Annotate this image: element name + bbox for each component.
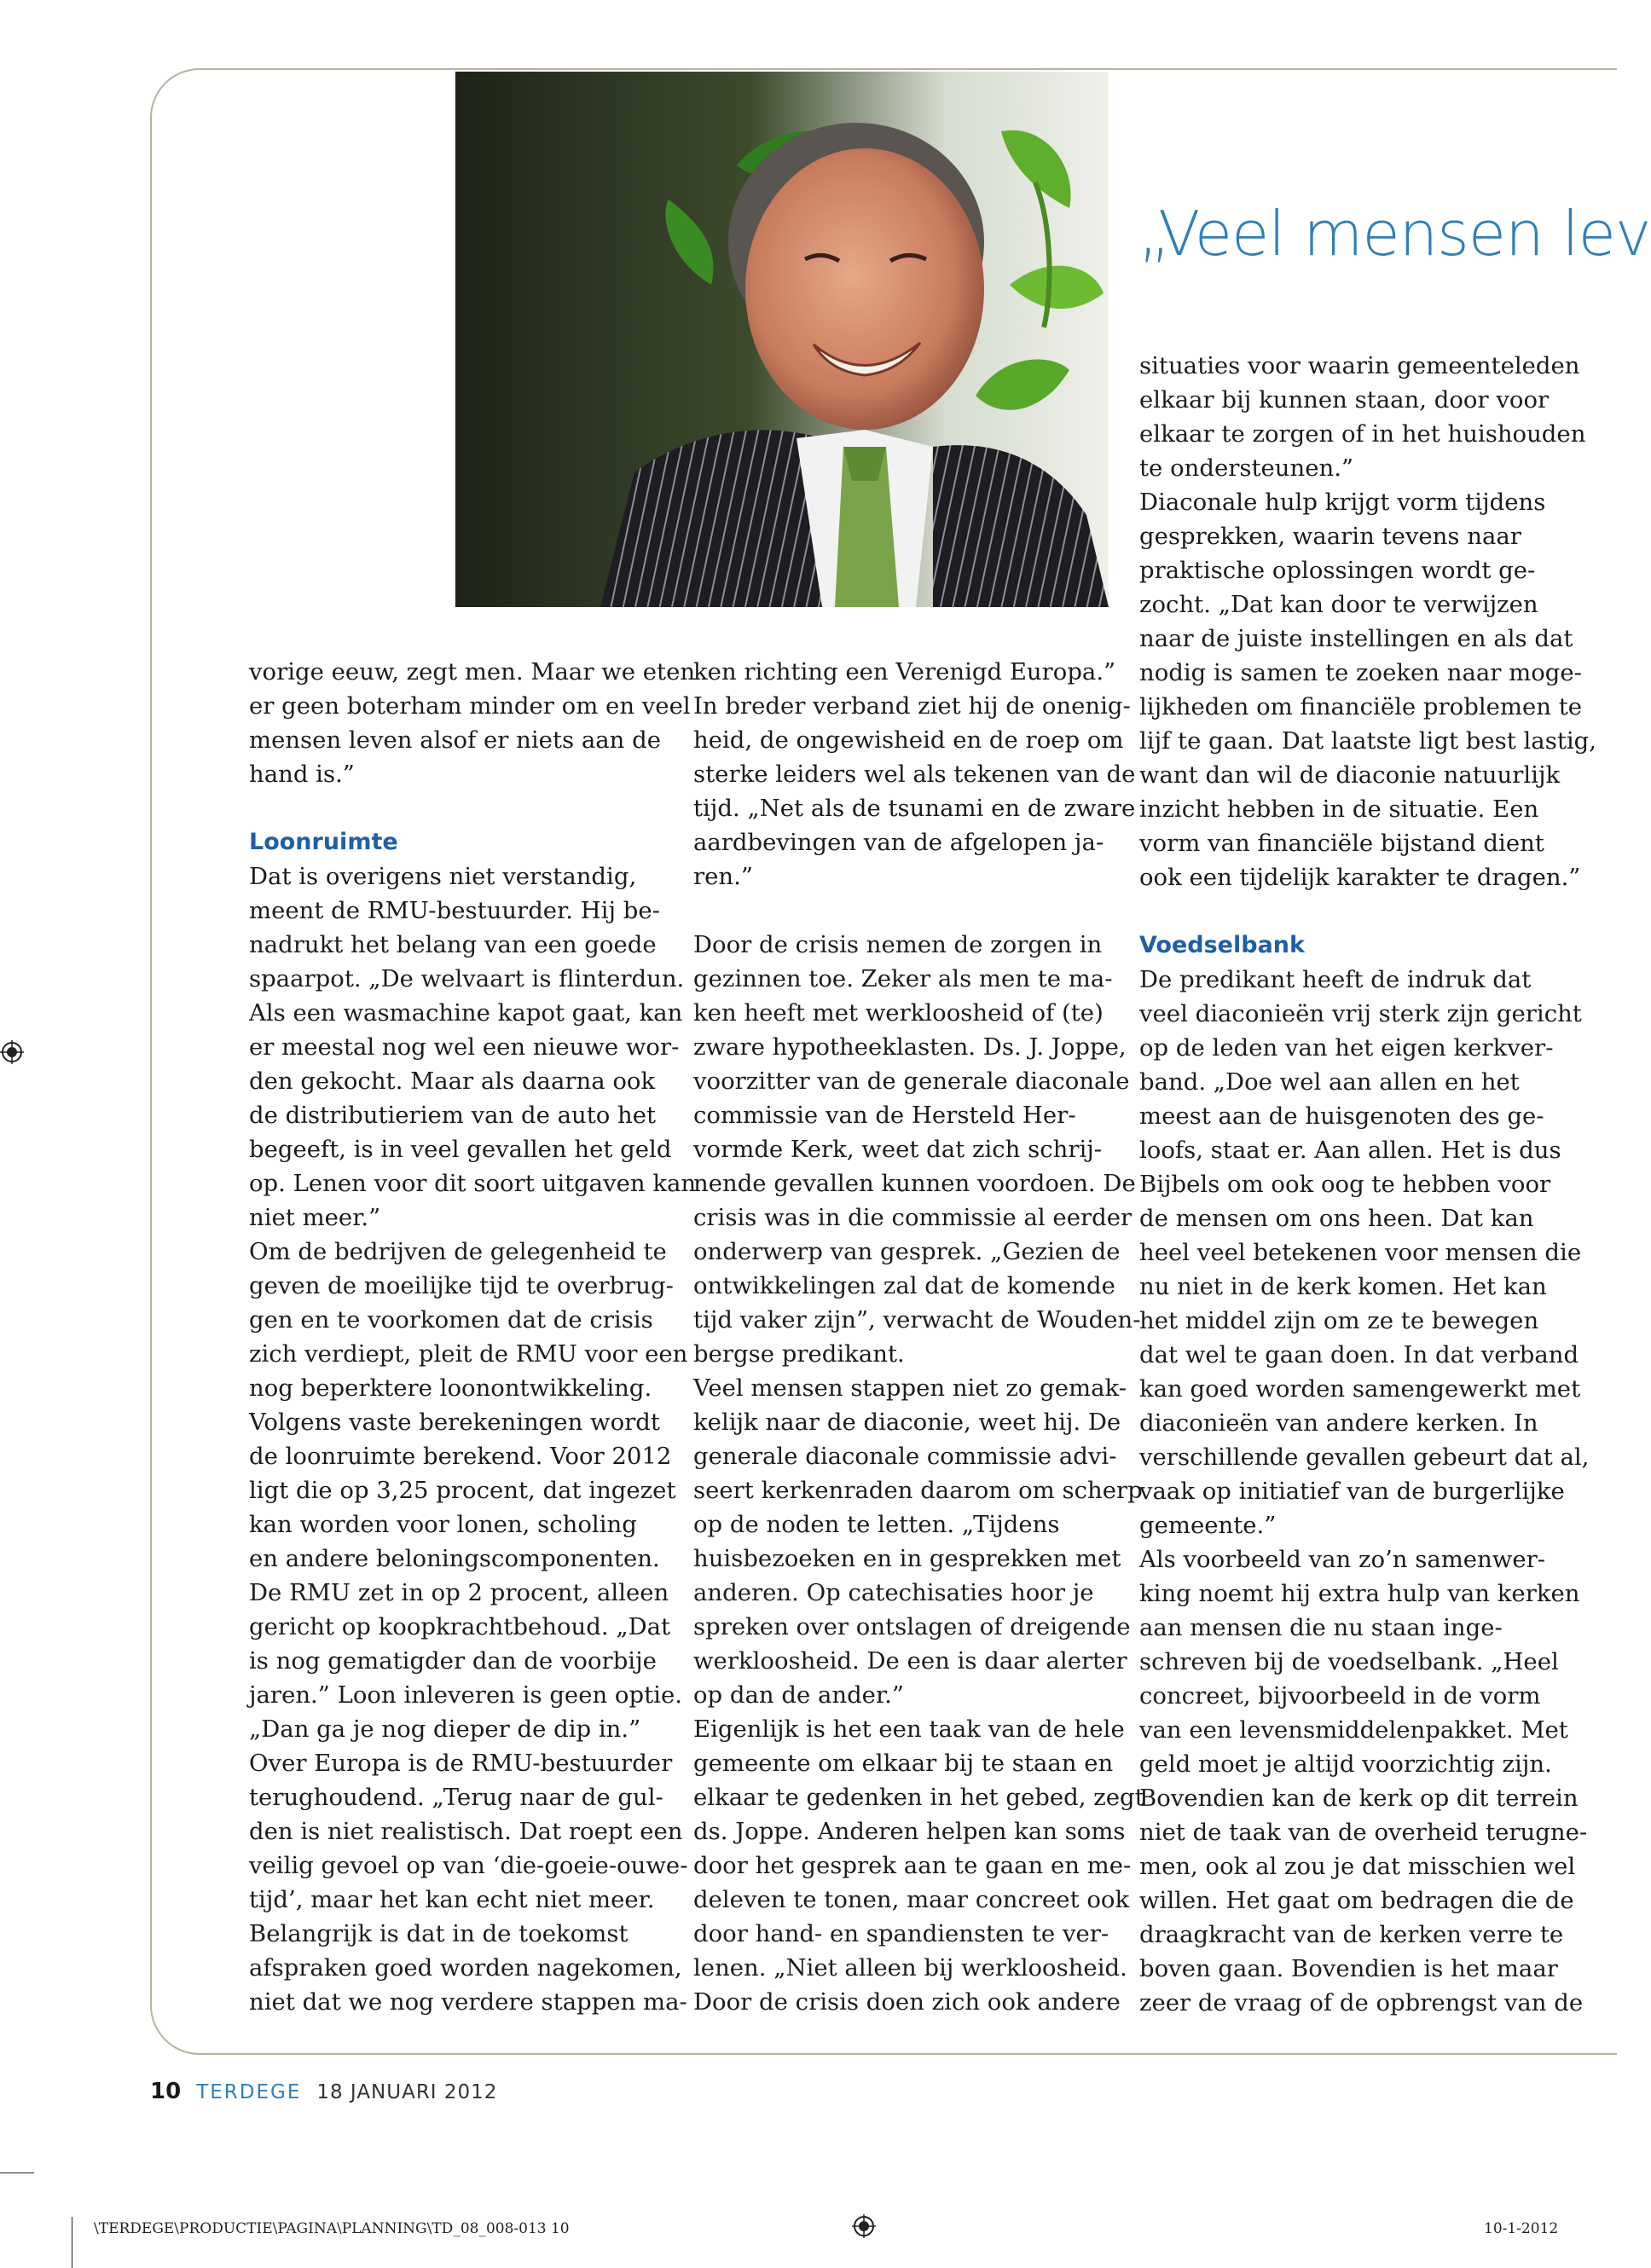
text-line: kan goed worden samengewerkt met	[1139, 1375, 1581, 1403]
text-line: gen en te voorkomen dat de crisis	[249, 1306, 653, 1334]
text-line: ken heeft met werkloosheid of (te)	[693, 999, 1104, 1027]
text-line: lijkheden om financiële problemen te	[1139, 693, 1583, 720]
text-line: niet dat we nog verdere stappen ma-	[249, 1988, 687, 2016]
text-line: draagkracht van de kerken verre te	[1139, 1921, 1564, 1948]
text-line: Bovendien kan de kerk op dit terrein	[1139, 1785, 1579, 1812]
text-line: er geen boterham minder om en veel	[249, 692, 691, 720]
text-line: tijd vaker zijn”, verwacht de Wouden-	[693, 1306, 1141, 1334]
text-line: inzicht hebben in de situatie. Een	[1139, 796, 1539, 823]
text-line: elkaar te gedenken in het gebed, zegt	[693, 1784, 1144, 1811]
text-line: de distributieriem van de auto het	[249, 1102, 657, 1129]
text-line: lijf te gaan. Dat laatste ligt best lastig,	[1139, 727, 1597, 755]
text-line: nodig is samen te zoeken naar moge-	[1139, 659, 1582, 686]
text-line: men, ook al zou je dat misschien wel	[1139, 1853, 1576, 1880]
text-line: zeer de vraag of de opbrengst van de	[1139, 1989, 1584, 2016]
text-line: de mensen om ons heen. Dat kan	[1139, 1205, 1534, 1232]
registration-mark-icon	[0, 1040, 24, 1064]
text-line: „Dan ga je nog dieper de dip in.”	[249, 1715, 641, 1743]
text-line: werkloosheid. De een is daar alerter	[693, 1647, 1127, 1675]
text-line: heid, de ongewisheid en de roep om	[693, 726, 1124, 754]
text-line: door het gesprek aan te gaan en me-	[693, 1852, 1132, 1879]
text-line: dat wel te gaan doen. In dat verband	[1139, 1341, 1579, 1368]
text-line: vorm van financiële bijstand dient	[1139, 830, 1544, 857]
issue-date: 18 JANUARI 2012	[316, 2081, 498, 2103]
text-line: ds. Joppe. Anderen helpen kan soms	[693, 1818, 1126, 1845]
text-line: situaties voor waarin gemeenteleden	[1139, 352, 1580, 379]
text-line: praktische oplossingen wordt ge-	[1139, 557, 1536, 584]
text-line: er meestal nog wel een nieuwe wor-	[249, 1033, 680, 1061]
text-line: Als een wasmachine kapot gaat, kan	[249, 999, 683, 1027]
text-line: sterke leiders wel als tekenen van de	[693, 761, 1136, 788]
text-line: gericht op koopkrachtbehoud. „Dat	[249, 1613, 671, 1640]
text-line: gemeente om elkaar bij te staan en	[693, 1750, 1114, 1777]
text-line: schreven bij de voedselbank. „Heel	[1139, 1648, 1559, 1675]
registration-mark-icon	[852, 2214, 876, 2238]
text-line: gemeente.”	[1139, 1512, 1277, 1539]
text-line: nadrukt het belang van een goede	[249, 931, 657, 958]
text-line: Om de bedrijven de gelegenheid te	[249, 1238, 667, 1265]
text-line: anderen. Op catechisaties hoor je	[693, 1579, 1094, 1606]
text-line: elkaar te zorgen of in het huishouden	[1139, 420, 1586, 448]
text-line: crisis was in die commissie al eerder	[693, 1204, 1133, 1231]
text-line: tijd. „Net als de tsunami en de zware	[693, 795, 1136, 822]
text-line: meent de RMU-bestuurder. Hij be-	[249, 897, 660, 924]
text-line: te ondersteunen.”	[1139, 454, 1354, 482]
text-line: Door de crisis nemen de zorgen in	[693, 931, 1103, 958]
text-line: In breder verband ziet hij de onenig-	[693, 692, 1131, 720]
text-line: de loonruimte berekend. Voor 2012	[249, 1443, 672, 1470]
text-line: ren.”	[693, 863, 753, 890]
text-line: want dan wil de diaconie natuurlijk	[1139, 761, 1561, 789]
text-line: Volgens vaste berekeningen wordt	[249, 1409, 660, 1436]
text-line: Door de crisis doen zich ook andere	[693, 1988, 1121, 2016]
text-line: king noemt hij extra hulp van kerken	[1139, 1580, 1580, 1607]
magazine-name: TERDEGE	[196, 2081, 302, 2103]
text-line: onderwerp van gesprek. „Gezien de	[693, 1238, 1121, 1265]
text-line: loofs, staat er. Aan allen. Het is dus	[1139, 1137, 1561, 1164]
text-line: voorzitter van de generale diaconale	[693, 1067, 1130, 1095]
portrait-photo	[455, 72, 1109, 607]
column-2	[693, 655, 1144, 2019]
text-line: het middel zijn om ze te bewegen	[1139, 1307, 1539, 1334]
text-line: tijd’, maar het kan echt niet meer.	[249, 1886, 655, 1913]
text-line: Bijbels om ook oog te hebben voor	[1139, 1171, 1551, 1198]
text-line: zware hypotheeklasten. Ds. J. Joppe,	[693, 1033, 1127, 1061]
print-slug-path: \TERDEGE\PRODUCTIE\PAGINA\PLANNING\TD_08_008-013 10	[94, 2220, 570, 2237]
text-line: huisbezoeken en in gesprekken met	[693, 1545, 1121, 1572]
text-line: begeeft, is in veel gevallen het geld	[249, 1136, 672, 1163]
text-line: hand is.”	[249, 761, 355, 788]
text-line: op de noden te letten. „Tijdens	[693, 1511, 1060, 1538]
text-line: den gekocht. Maar als daarna ook	[249, 1067, 656, 1095]
text-line: ken richting een Verenigd Europa.”	[693, 658, 1116, 686]
text-line: van een levensmiddelenpakket. Met	[1139, 1716, 1568, 1744]
text-line: kan worden voor lonen, scholing	[249, 1511, 637, 1538]
paragraph-gap	[249, 791, 675, 825]
text-line: geven de moeilijke tijd te overbrug-	[249, 1272, 674, 1299]
text-line: meest aan de huisgenoten des ge-	[1139, 1102, 1544, 1130]
text-line: willen. Het gaat om bedragen die de	[1139, 1887, 1574, 1914]
text-line: Belangrijk is dat in de toekomst	[249, 1920, 629, 1947]
text-line: Diaconale hulp krijgt vorm tijdens	[1139, 489, 1546, 516]
pull-quote: „Veel mensen lev	[1138, 198, 1651, 269]
text-line: aan mensen die nu staan inge-	[1139, 1614, 1503, 1641]
text-line: naar de juiste instellingen en als dat	[1139, 625, 1573, 652]
text-line: zich verdiept, pleit de RMU voor een	[249, 1340, 688, 1368]
paragraph-gap	[693, 894, 1120, 928]
text-line: ook een tijdelijk karakter te dragen.”	[1139, 864, 1581, 891]
section-heading: Loonruimte	[249, 829, 398, 855]
text-line: spreken over ontslagen of dreigende	[693, 1613, 1131, 1640]
text-line: niet de taak van de overheid terugne-	[1139, 1819, 1588, 1846]
text-line: ligt die op 3,25 procent, dat ingezet	[249, 1477, 676, 1504]
text-line: band. „Doe wel aan allen en het	[1139, 1068, 1520, 1096]
text-line: commissie van de Hersteld Her-	[693, 1102, 1076, 1129]
text-line: heel veel betekenen voor mensen die	[1139, 1239, 1582, 1266]
page-footer	[150, 2079, 497, 2104]
text-line: is nog gematigder dan de voorbije	[249, 1647, 657, 1675]
text-line: ontwikkelingen zal dat de komende	[693, 1272, 1115, 1299]
text-line: De RMU zet in op 2 procent, alleen	[249, 1579, 669, 1606]
text-line: geld moet je altijd voorzichtig zijn.	[1139, 1750, 1552, 1778]
text-line: nende gevallen kunnen voordoen. De	[693, 1170, 1136, 1197]
section-heading: Voedselbank	[1139, 932, 1305, 958]
text-line: Over Europa is de RMU-bestuurder	[249, 1750, 673, 1777]
text-line: De predikant heeft de indruk dat	[1139, 966, 1532, 993]
text-line: veel diaconieën vrij sterk zijn gericht	[1139, 1000, 1582, 1027]
text-line: mensen leven alsof er niets aan de	[249, 726, 661, 754]
text-line: niet meer.”	[249, 1204, 381, 1231]
page-number: 10	[150, 2079, 182, 2104]
column-3	[1139, 349, 1597, 2020]
text-line: diaconieën van andere kerken. In	[1139, 1409, 1538, 1437]
text-line: jaren.” Loon inleveren is geen optie.	[249, 1681, 682, 1709]
text-line: Eigenlijk is het een taak van de hele	[693, 1715, 1125, 1743]
text-line: den is niet realistisch. Dat roept een	[249, 1818, 683, 1845]
text-line: spaarpot. „De welvaart is flinterdun.	[249, 965, 685, 992]
text-line: Veel mensen stappen niet zo gemak-	[693, 1374, 1127, 1402]
text-line: terughoudend. „Terug naar de gul-	[249, 1784, 663, 1811]
text-line: generale diaconale commissie advi-	[693, 1443, 1117, 1470]
text-line: deleven te tonen, maar concreet ook	[693, 1886, 1130, 1913]
text-line: afspraken goed worden nagekomen,	[249, 1954, 682, 1982]
text-line: nu niet in de kerk komen. Het kan	[1139, 1273, 1547, 1300]
paragraph-gap	[1139, 894, 1566, 929]
text-line: aardbevingen van de afgelopen ja-	[693, 829, 1104, 856]
text-line: verschillende gevallen gebeurt dat al,	[1139, 1444, 1590, 1471]
column-1	[249, 655, 697, 2019]
text-line: bergse predikant.	[693, 1340, 905, 1368]
text-line: gesprekken, waarin tevens naar	[1139, 523, 1521, 550]
text-line: vorige eeuw, zegt men. Maar we eten	[249, 658, 696, 686]
text-line: concreet, bijvoorbeeld in de vorm	[1139, 1682, 1541, 1710]
text-line: nog beperktere loonontwikkeling.	[249, 1374, 652, 1402]
text-line: lenen. „Niet alleen bij werkloosheid.	[693, 1954, 1127, 1982]
text-line: veilig gevoel op van ‘die-goeie-ouwe-	[249, 1852, 688, 1879]
text-line: vormde Kerk, weet dat zich schrij-	[693, 1136, 1103, 1163]
text-line: door hand- en spandiensten te ver-	[693, 1920, 1109, 1947]
text-line: en andere beloningscomponenten.	[249, 1545, 660, 1572]
text-line: vaak op initiatief van de burgerlijke	[1139, 1478, 1565, 1505]
text-line: seert kerkenraden daarom om scherp	[693, 1477, 1143, 1504]
text-line: zocht. „Dat kan door te verwijzen	[1139, 591, 1538, 618]
text-line: op de leden van het eigen kerkver-	[1139, 1034, 1554, 1062]
print-slug-date: 10-1-2012	[1484, 2220, 1559, 2237]
text-line: elkaar bij kunnen staan, door voor	[1139, 386, 1550, 414]
text-line: Dat is overigens niet verstandig,	[249, 863, 637, 890]
text-line: Als voorbeeld van zo’n samenwer-	[1139, 1546, 1546, 1573]
text-line: op dan de ander.”	[693, 1681, 904, 1709]
text-line: kelijk naar de diaconie, weet hij. De	[693, 1409, 1121, 1436]
text-line: op. Lenen voor dit soort uitgaven kan	[249, 1170, 697, 1197]
text-line: gezinnen toe. Zeker als men te ma-	[693, 965, 1113, 992]
text-line: boven gaan. Bovendien is het maar	[1139, 1955, 1558, 1982]
